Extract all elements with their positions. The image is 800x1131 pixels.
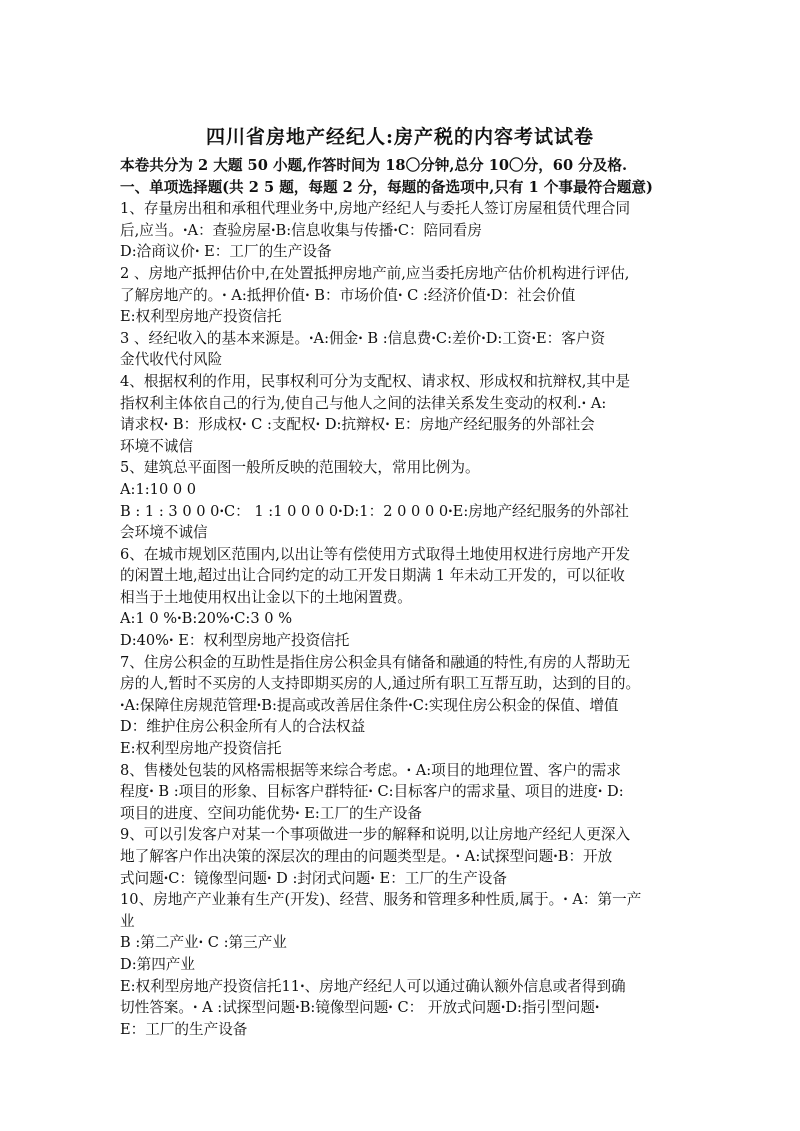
text-line: B : 1 : 3 0 0 0ꞏC： 1 :1 0 0 0 0ꞏD:1：2 0 0 0 0ꞏE:房地产经纪服务的外部社: [120, 502, 629, 520]
text-line: 8、售楼处包装的风格需根据等来综合考虑。ꞏ A:项目的地理位置、客户的需求: [120, 761, 621, 779]
text-line: 7、住房公积金的互助性是指住房公积金具有储备和融通的特性,有房的人帮助无: [120, 653, 631, 671]
text-line: 房的人,暂时不买房的人支持即期买房的人,通过所有职工互帮互助，达到的目的。: [120, 675, 641, 693]
text-line: A:1 0 %ꞏB:20%ꞏC:3 0 %: [120, 610, 293, 628]
text-line: 4、根据权利的作用，民事权利可分为支配权、请求权、形成权和抗辩权,其中是: [120, 372, 631, 390]
text-line: E:权利型房地产投资信托: [120, 308, 282, 326]
text-line: 请求权ꞏ B：形成权ꞏ C :支配权ꞏ D:抗辩权ꞏ E：房地产经纪服务的外部社会: [120, 416, 595, 434]
section-header: 一、单项选择题(共 2 5 题，每题 2 分，每题的备选项中,只有 1 个事最符合题意): [120, 178, 653, 196]
text-line: E:权利型房地产投资信托11ꞏ、房地产经纪人可以通过确认额外信息或者得到确: [120, 977, 626, 995]
text-line: 的闲置土地,超过出让合同约定的动工开发日期满 1 年未动工开发的，可以征收: [120, 567, 625, 585]
text-line: 1、存量房出租和承租代理业务中,房地产经纪人与委托人签订房屋租赁代理合同: [120, 200, 631, 218]
question-list: [120, 198, 688, 1040]
text-line: 相当于土地使用权出让金以下的土地闲置费。: [120, 588, 412, 606]
text-line: E:权利型房地产投资信托: [120, 740, 282, 758]
text-line: 后,应当。ꞏA：查验房屋ꞏB:信息收集与传播ꞏC：陪同看房: [120, 221, 482, 239]
text-line: 3 、经纪收入的基本来源是。ꞏA:佣金ꞏ B :信息费ꞏC:差价ꞏD:工资ꞏE：客户资: [120, 329, 606, 347]
text-line: D:第四产业: [120, 955, 195, 973]
text-line: 10、房地产产业兼有生产(开发)、经营、服务和管理多种性质,属于。ꞏ A：第一产: [120, 891, 642, 909]
text-line: 业: [120, 912, 135, 930]
text-line: 指权利主体依自己的行为,使自己与他人之间的法律关系发生变动的权利.ꞏ A:: [120, 394, 607, 412]
text-line: ꞏA:保障住房规范管理ꞏB:提高或改善居住条件ꞏC:实现住房公积金的保值、增值: [120, 696, 619, 714]
text-line: 6、在城市规划区范围内,以出让等有偿使用方式取得土地使用权进行房地产开发: [120, 545, 631, 563]
document-body: [120, 155, 688, 1040]
text-line: A:1:10 0 0: [120, 480, 197, 498]
text-line: D：维护住房公积金所有人的合法权益: [120, 718, 366, 736]
text-line: 5、建筑总平面图一般所反映的范围较大，常用比例为。: [120, 459, 480, 477]
text-line: 地了解客户作出决策的深层次的理由的问题类型是。ꞏ A:试探型问题ꞏB：开放: [120, 848, 613, 865]
document-title: 四川省房地产经纪人:房产税的内容考试试卷: [205, 126, 594, 148]
text-line: 金代收代付风险: [120, 351, 223, 369]
text-line: 9、可以引发客户对某一个事项做进一步的解释和说明,以让房地产经纪人更深入: [120, 826, 631, 844]
text-line: 会环境不诚信: [120, 524, 208, 542]
text-line: 切性答案。ꞏ A :试探型问题ꞏB:镜像型问题ꞏ C： 开放式问题ꞏD:指引型问题ꞏ: [120, 999, 600, 1017]
text-line: B :第二产业ꞏ C :第三产业: [120, 934, 287, 952]
text-line: E：工厂的生产设备: [120, 1020, 248, 1038]
text-line: 2 、房地产抵押估价中,在处置抵押房地产前,应当委托房地产估价机构进行评估,: [120, 264, 630, 282]
exam-intro: 本卷共分为 2 大题 50 小题,作答时间为 18〇分钟,总分 10〇分，60 分及格.: [120, 157, 628, 174]
text-line: D:洽商议价ꞏ E：工厂的生产设备: [120, 243, 332, 261]
text-line: 程度ꞏ B :项目的形象、目标客户群特征ꞏ C:目标客户的需求量、项目的进度ꞏ D:: [120, 783, 624, 801]
text-line: 环境不诚信: [120, 437, 193, 455]
text-line: 式问题ꞏC：镜像型问题ꞏ D :封闭式问题ꞏ E：工厂的生产设备: [120, 869, 507, 887]
text-line: 了解房地产的。ꞏ A:抵押价值ꞏ B：市场价值ꞏ C :经济价值ꞏD：社会价值: [120, 286, 576, 304]
text-line: 项目的进度、空间功能优势ꞏ E:工厂的生产设备: [120, 804, 423, 822]
text-line: D:40%ꞏ E：权利型房地产投资信托: [120, 632, 350, 650]
